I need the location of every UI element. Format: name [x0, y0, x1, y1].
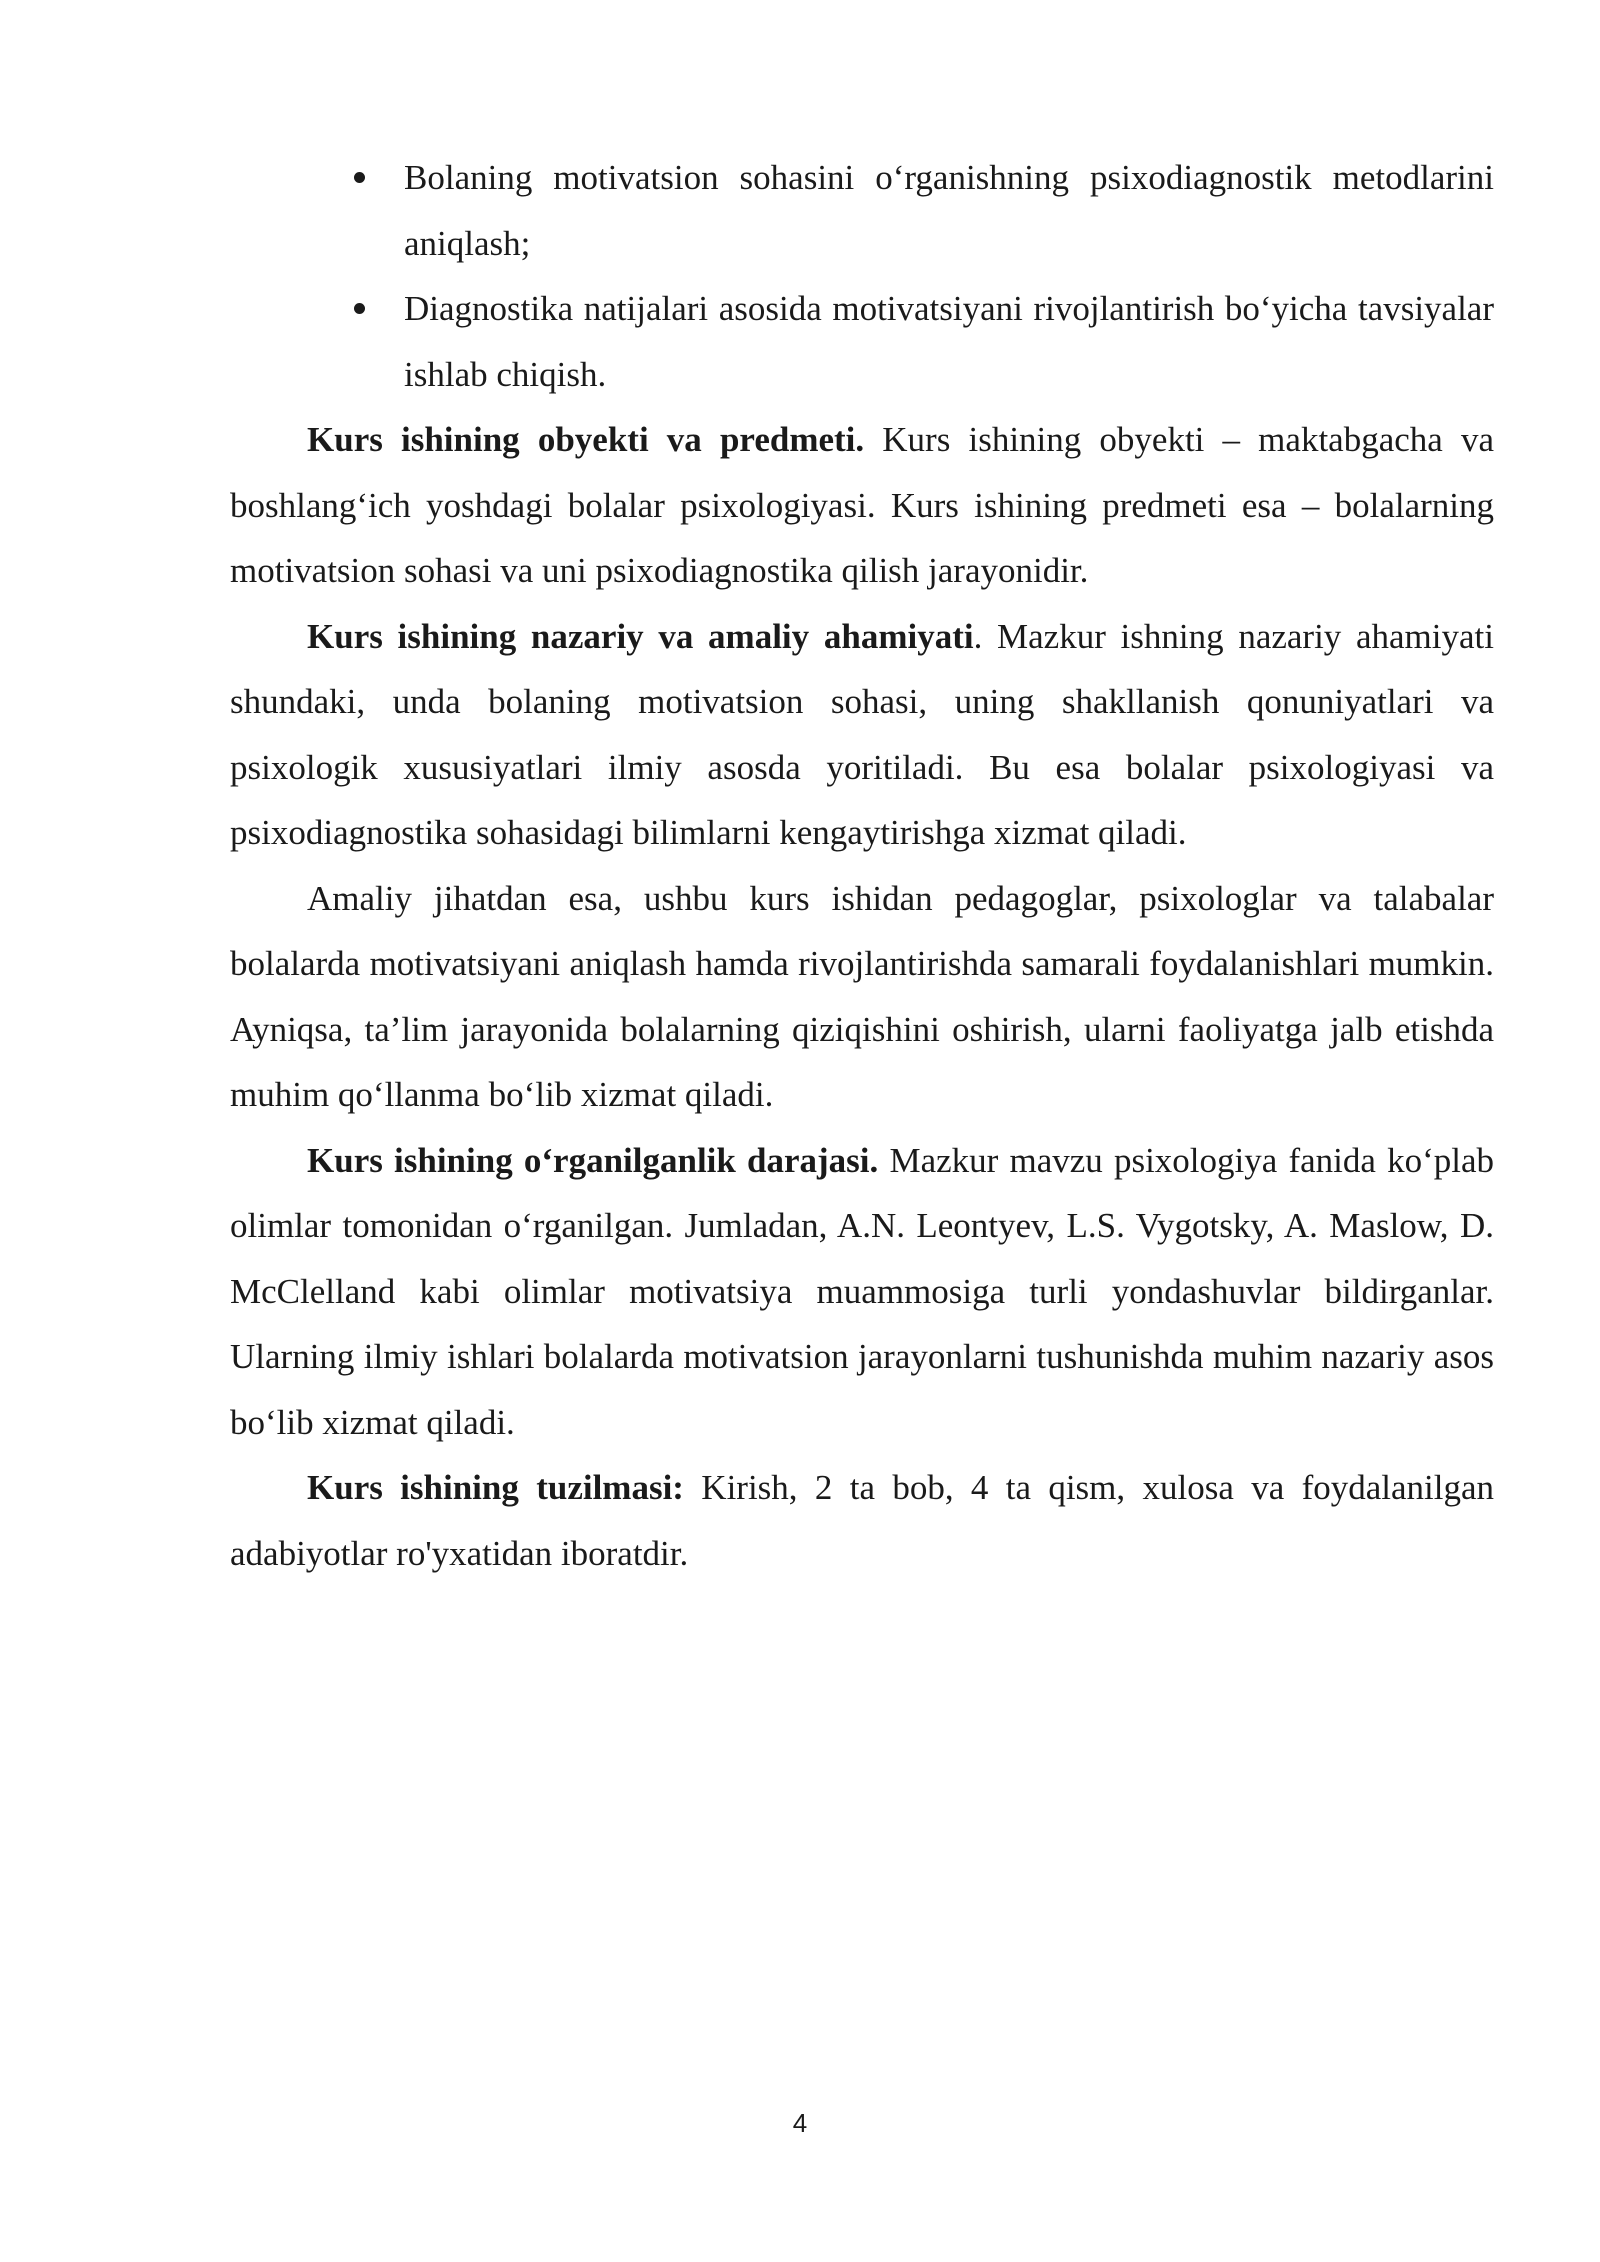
goals-list: [230, 145, 1494, 407]
document-page: [230, 145, 1494, 1586]
paragraph-heading: Kurs ishining o‘rganilganlik darajasi.: [307, 1140, 879, 1180]
list-item: [404, 145, 1494, 276]
bullet-icon: [354, 172, 365, 183]
paragraph-practical: [230, 866, 1494, 1128]
paragraph-text: Amaliy jihatdan esa, ushbu kurs ishidan pedagoglar, psixologlar va talabalar bolalarda motivatsiyani aniqlash hamda rivojlantirishda samarali foydalanishlari mumkin. Ayniqsa, ta’lim jarayonida bolalarning qiziqishini oshirish, ularni faoliyatga jalb etishda muhim qo‘llanma bo‘lib xizmat qiladi.: [230, 878, 1494, 1114]
paragraph-text: Mazkur mavzu psixologiya fanida ko‘plab olimlar tomonidan o‘rganilgan. Jumladan, A.N. Leontyev, L.S. Vygotsky, A. Maslow, D. McClelland kabi olimlar motivatsiya muammosiga turli yondashuvlar bildirganlar. Ularning ilmiy ishlari bolalarda motivatsion jarayonlarni tushunishda muhim nazariy asos bo‘lib xizmat qiladi.: [230, 1140, 1494, 1442]
paragraph-heading: Kurs ishining tuzilmasi:: [307, 1468, 684, 1507]
paragraph-heading: Kurs ishining nazariy va amaliy ahamiyati: [307, 616, 974, 656]
paragraph-text: Kirish, 2 ta bob, 4 ta qism, xulosa va foydalanilgan adabiyotlar ro'yxatidan iboratdir.: [230, 1468, 1494, 1573]
paragraph-studied: [230, 1128, 1494, 1456]
paragraph-structure: [230, 1455, 1494, 1586]
paragraph-text: . Mazkur ishning nazariy ahamiyati shundaki, unda bolaning motivatsion sohasi, uning shakllanish qonuniyatlari va psixologik xususiyatlari ilmiy asosda yoritiladi. Bu esa bolalar psixologiyasi va psixodiagnostika sohasidagi bilimlarni kengaytirishga xizmat qiladi.: [230, 616, 1494, 852]
paragraph-heading: Kurs ishining obyekti va predmeti.: [307, 420, 865, 459]
paragraph-importance: [230, 604, 1494, 866]
list-item: [404, 276, 1494, 407]
list-item-text: Bolaning motivatsion sohasini o‘rganishning psixodiagnostik metodlarini aniqlash;: [404, 158, 1494, 263]
bullet-icon: [354, 303, 365, 314]
paragraph-object: [230, 407, 1494, 604]
list-item-text: Diagnostika natijalari asosida motivatsiyani rivojlantirish bo‘yicha tavsiyalar ishlab chiqish.: [404, 289, 1494, 394]
page-number: 4: [792, 2108, 808, 2138]
paragraph-text: Kurs ishining obyekti – maktabgacha va boshlang‘ich yoshdagi bolalar psixologiyasi. Kurs ishining predmeti esa – bolalarning motivatsion sohasi va uni psixodiagnostika qilish jarayonidir.: [230, 420, 1494, 590]
